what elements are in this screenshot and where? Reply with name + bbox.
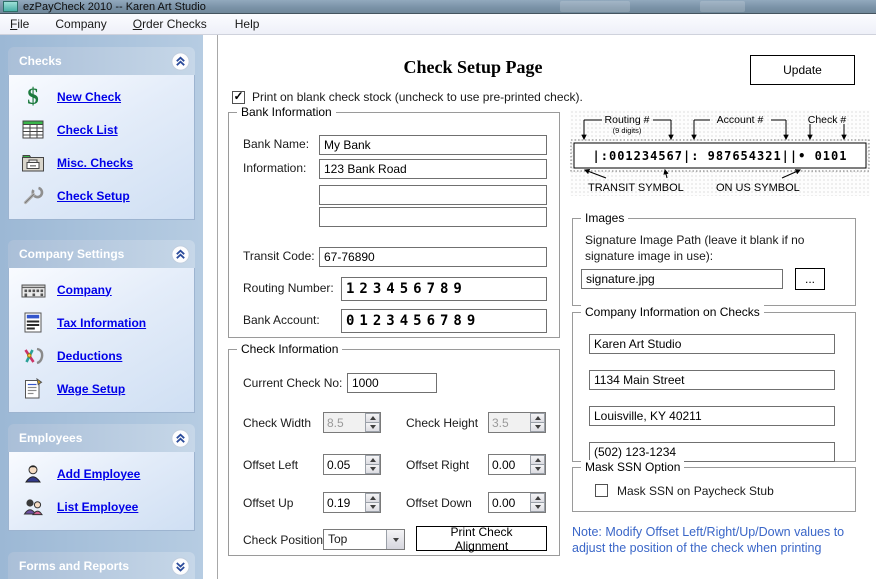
dollar-icon: $ xyxy=(27,84,39,109)
section-header-employees[interactable] xyxy=(8,424,195,452)
sidebar-item-label[interactable]: Add Employee xyxy=(57,466,141,481)
person-icon xyxy=(9,464,57,483)
offset-down-label: Offset Down xyxy=(406,496,472,510)
routing-number-label: Routing Number: xyxy=(243,281,334,295)
offset-down-up-button[interactable] xyxy=(530,493,545,503)
check-information-legend: Check Information xyxy=(237,342,342,356)
titlebar-ghost xyxy=(560,1,630,12)
check-height-up-button[interactable] xyxy=(530,413,545,423)
mask-ssn-label: Mask SSN on Paycheck Stub xyxy=(617,484,774,498)
company-street-input[interactable] xyxy=(589,370,835,390)
offset-down-input[interactable] xyxy=(489,493,530,512)
transit-symbol-label: TRANSIT SYMBOL xyxy=(588,182,684,194)
mask-ssn-checkbox[interactable] xyxy=(595,484,608,497)
offset-left-spinner xyxy=(323,454,381,475)
sidebar-section-forms-and-reports xyxy=(8,552,195,579)
sidebar-item-label[interactable]: Misc. Checks xyxy=(57,155,134,170)
app-icon xyxy=(3,1,18,12)
title-bar[interactable] xyxy=(0,0,876,14)
bank-name-input[interactable] xyxy=(319,135,547,155)
sidebar-item-label[interactable]: Deductions xyxy=(57,348,123,363)
menu-help[interactable]: Help xyxy=(234,17,260,31)
offset-down-spinner xyxy=(488,492,546,513)
sidebar-section-company-settings xyxy=(8,240,195,413)
section-body-checks xyxy=(8,75,195,220)
section-title: Employees xyxy=(19,431,83,445)
offset-left-down-button[interactable] xyxy=(365,465,380,474)
sidebar-item-company[interactable] xyxy=(9,273,194,306)
people-icon xyxy=(9,497,57,516)
offset-left-up-button[interactable] xyxy=(365,455,380,465)
sidebar-section-checks xyxy=(8,47,195,220)
page-title: Check Setup Page xyxy=(403,57,543,77)
sidebar-item-misc-checks[interactable] xyxy=(9,146,194,179)
offset-right-label: Offset Right xyxy=(406,458,470,472)
check-width-down-button[interactable] xyxy=(365,423,380,432)
sidebar-item-label[interactable]: Check Setup xyxy=(57,188,130,203)
sidebar-item-label[interactable]: Tax Information xyxy=(57,315,147,330)
section-header-company-settings[interactable] xyxy=(8,240,195,268)
section-title: Forms and Reports xyxy=(19,559,130,573)
sidebar-item-label[interactable]: Wage Setup xyxy=(57,381,126,396)
section-body-employees xyxy=(8,452,195,531)
print-check-alignment-button[interactable]: Print Check Alignment xyxy=(416,526,547,551)
sidebar xyxy=(0,35,203,579)
expand-chevron-down-icon[interactable] xyxy=(171,557,190,576)
browse-button[interactable]: ... xyxy=(795,268,825,290)
wage-doc-icon xyxy=(9,378,57,399)
check-position-label: Check Position xyxy=(243,533,324,547)
collapse-chevron-up-icon[interactable] xyxy=(171,245,190,264)
onus-symbol-label: ON US SYMBOL xyxy=(716,182,800,194)
menu-company[interactable]: Company xyxy=(55,17,107,31)
sidebar-item-list-employee[interactable] xyxy=(9,490,194,523)
offset-down-down-button[interactable] xyxy=(530,503,545,512)
collapse-chevron-up-icon[interactable] xyxy=(171,52,190,71)
check-position-dropdown[interactable] xyxy=(323,529,405,550)
offset-up-label: Offset Up xyxy=(243,496,294,510)
transit-code-input[interactable] xyxy=(319,247,547,267)
bank-information-line3-input[interactable] xyxy=(319,207,547,227)
check-label: Check # xyxy=(807,114,847,126)
bank-information-groupbox xyxy=(228,105,560,338)
print-blank-stock-checkbox[interactable] xyxy=(232,91,245,104)
titlebar-ghost xyxy=(700,1,745,12)
panel-divider xyxy=(217,35,218,579)
offset-up-spinner xyxy=(323,492,381,513)
tax-form-icon xyxy=(9,312,57,333)
routing-label: Routing # xyxy=(604,114,650,126)
current-check-no-label: Current Check No: xyxy=(243,376,343,390)
update-button[interactable]: Update xyxy=(750,55,855,85)
offset-up-down-button[interactable] xyxy=(365,503,380,512)
check-setup-panel xyxy=(203,35,876,579)
section-title: Company Settings xyxy=(19,247,125,261)
bank-information-line2-input[interactable] xyxy=(319,185,547,205)
check-height-down-button[interactable] xyxy=(530,423,545,432)
company-city-input[interactable] xyxy=(589,406,835,426)
bank-information-line1-input[interactable] xyxy=(319,159,547,179)
check-height-spinner xyxy=(488,412,546,433)
micr-line: |:001234567|: 987654321||• 0101 xyxy=(592,149,848,163)
sidebar-item-new-check[interactable] xyxy=(9,80,194,113)
menu-order-checks[interactable]: Order Checks xyxy=(132,17,207,31)
company-phone-input[interactable] xyxy=(589,442,835,462)
images-legend: Images xyxy=(581,211,628,225)
offset-right-up-button[interactable] xyxy=(530,455,545,465)
section-header-checks[interactable] xyxy=(8,47,195,75)
offset-right-spinner xyxy=(488,454,546,475)
check-width-up-button[interactable] xyxy=(365,413,380,423)
images-groupbox xyxy=(572,211,856,306)
offset-left-input[interactable] xyxy=(324,455,365,474)
sidebar-item-add-employee[interactable] xyxy=(9,457,194,490)
check-width-input xyxy=(324,413,365,432)
sidebar-item-tax-information[interactable] xyxy=(9,306,194,339)
offset-right-down-button[interactable] xyxy=(530,465,545,474)
window-title: ezPayCheck 2010 -- Karen Art Studio xyxy=(23,0,206,13)
sidebar-item-label[interactable]: Company xyxy=(57,282,112,297)
offset-up-up-button[interactable] xyxy=(365,493,380,503)
sidebar-item-label[interactable]: List Employee xyxy=(57,499,139,514)
menu-file[interactable]: File xyxy=(10,17,30,31)
sidebar-item-label[interactable]: Check List xyxy=(57,122,118,137)
sidebar-item-check-setup[interactable] xyxy=(9,179,194,212)
check-information-groupbox xyxy=(228,342,560,556)
sidebar-item-wage-setup[interactable] xyxy=(9,372,194,405)
signature-path-label: Signature Image Path (leave it blank if no signature image in use): xyxy=(585,233,805,263)
check-width-spinner xyxy=(323,412,381,433)
sidebar-item-deductions[interactable] xyxy=(9,339,194,372)
routing-number-input[interactable] xyxy=(341,277,547,301)
offset-right-input[interactable] xyxy=(489,455,530,474)
mask-ssn-legend: Mask SSN Option xyxy=(581,460,684,474)
routing-sub-label: (9 digits) xyxy=(612,126,642,135)
check-width-label: Check Width xyxy=(243,416,312,430)
company-information-groupbox xyxy=(572,305,856,462)
section-title: Checks xyxy=(19,54,62,68)
transit-code-label: Transit Code: xyxy=(243,249,315,263)
bank-account-input[interactable] xyxy=(341,309,547,333)
section-header-forms-and-reports[interactable] xyxy=(8,552,195,579)
menu-bar xyxy=(0,14,876,35)
offset-note: Note: Modify Offset Left/Right/Up/Down values to adjust the position of the check when printing xyxy=(572,525,845,556)
dropdown-arrow-icon[interactable] xyxy=(386,530,404,549)
table-icon xyxy=(9,120,57,139)
bank-account-label: Bank Account: xyxy=(243,313,320,327)
collapse-chevron-up-icon[interactable] xyxy=(171,429,190,448)
print-blank-stock-row xyxy=(232,90,583,104)
mask-ssn-groupbox xyxy=(572,460,856,512)
section-body-company-settings xyxy=(8,268,195,413)
check-position-value: Top xyxy=(328,532,348,546)
information-label: Information: xyxy=(243,161,307,175)
company-name-input[interactable] xyxy=(589,334,835,354)
sidebar-item-check-list[interactable] xyxy=(9,113,194,146)
bank-information-legend: Bank Information xyxy=(237,105,336,119)
check-micr-diagram xyxy=(570,110,870,196)
folder-printer-icon xyxy=(9,153,57,172)
check-height-input xyxy=(489,413,530,432)
current-check-no-input[interactable] xyxy=(347,373,437,393)
check-height-label: Check Height xyxy=(406,416,479,430)
account-label: Account # xyxy=(716,114,764,126)
company-information-legend: Company Information on Checks xyxy=(581,305,764,319)
sidebar-item-label[interactable]: New Check xyxy=(57,89,122,104)
offset-up-input[interactable] xyxy=(324,493,365,512)
bank-name-label: Bank Name: xyxy=(243,137,310,151)
print-blank-stock-label: Print on blank check stock (uncheck to use pre-printed check). xyxy=(252,90,583,104)
building-icon xyxy=(9,281,57,298)
tools-icon xyxy=(9,346,57,366)
sidebar-section-employees xyxy=(8,424,195,531)
signature-path-input[interactable] xyxy=(581,269,783,289)
wrench-icon xyxy=(9,185,57,207)
offset-left-label: Offset Left xyxy=(243,458,299,472)
